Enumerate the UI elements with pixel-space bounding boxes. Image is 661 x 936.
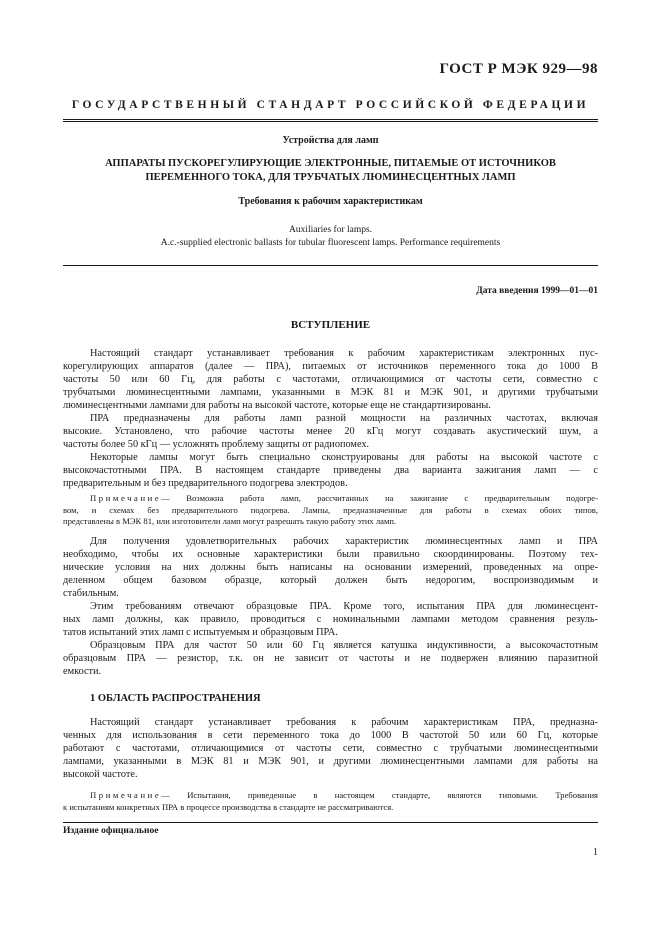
text-line: Настоящий стандарт устанавливает требования к рабочим характеристикам ПРА, предназна- xyxy=(90,717,598,728)
text-line: образцовым ПРА — резистор, т.к. он не зависит от частоты и не подвержен влиянию паразитной xyxy=(63,653,598,664)
note-line xyxy=(63,790,598,802)
scope-heading: 1 ОБЛАСТЬ РАСПРОСТРАНЕНИЯ xyxy=(90,693,261,704)
text-line: ченных для использования в сети переменного тока до 1000 В частотой 50 или 60 Гц, которые xyxy=(63,730,598,741)
text-line: ных ламп должны, как правило, проводиться с номинальными лампами методом сравнения резуль- xyxy=(63,614,598,625)
standard-title xyxy=(63,157,598,185)
note-text: — Возможна работа ламп, рассчитанных на зажигание с предварительным подогре- xyxy=(161,493,598,503)
text-line: Образцовым ПРА для частот 50 или 60 Гц является катушка индуктивности, а высокочастотным xyxy=(90,640,598,651)
english-title-line: A.c.-supplied electronic ballasts for tubular fluorescent lamps. Performance requirements xyxy=(160,238,501,248)
english-title-line: Auxiliaries for lamps. xyxy=(288,225,373,235)
text-line: деленном общем базовом образце, который должен быть недорогим, воспроизводимым и xyxy=(63,575,598,586)
edition-label: Издание официальное xyxy=(63,826,159,836)
text-line: Некоторые лампы могут быть специально сконструированы для работы на высокой частоте с xyxy=(90,452,598,463)
title-line: АППАРАТЫ ПУСКОРЕГУЛИРУЮЩИЕ ЭЛЕКТРОННЫЕ, ПИТАЕМЫЕ ОТ ИСТОЧНИКОВ xyxy=(105,158,556,169)
state-standard-header: ГОСУДАРСТВЕННЫЙ СТАНДАРТ РОССИЙСКОЙ ФЕДЕРАЦИИ xyxy=(71,99,590,111)
note-text: — Испытания, приведенные в настоящем стандарте, являются типовыми. Требования xyxy=(161,790,598,800)
text-line: Для получения удовлетворительных рабочих характеристик люминесцентных ламп и ПРА xyxy=(90,536,598,547)
introduction-date: Дата введения 1999—01—01 xyxy=(476,286,598,296)
intro-paragraph-5 xyxy=(63,600,598,639)
text-line: частоты 50 или 60 Гц, для работы с частотами, отличающимися от частоты сети, совместно с xyxy=(63,374,598,385)
text-line: стабильным. xyxy=(63,588,119,599)
text-line: частоты более 50 кГц — усложнять проблему защиты от радиопомех. xyxy=(63,439,370,450)
header-rule xyxy=(63,119,598,120)
document-number: ГОСТ Р МЭК 929—98 xyxy=(439,61,598,77)
text-line: работают с частотами, отличающимися от частоты сети, совместно с трубчатыми люминесцентными xyxy=(63,743,598,754)
page-number: 1 xyxy=(593,847,598,858)
text-line: предварительным и без предварительного подогрева электродов. xyxy=(63,478,348,489)
text-line: емкости. xyxy=(63,666,102,677)
text-line: нические условия на них должны быть написаны на основании измерений, проведенных на опре- xyxy=(63,562,598,573)
intro-paragraph-2 xyxy=(63,412,598,451)
note-label: Примечание xyxy=(90,493,162,503)
text-line: татов испытаний этих ламп с испытуемым и образцовым ПРА. xyxy=(63,627,338,638)
title-rule xyxy=(63,265,598,266)
text-line: корегулирующих аппаратов (далее — ПРА), питаемых от источников переменного тока до 1000 В xyxy=(63,361,598,372)
text-line: высокие. Установлено, что рабочие частоты менее 20 кГц могут создавать акустический шум, а xyxy=(63,426,598,437)
note-line xyxy=(63,493,598,505)
standard-category: Устройства для ламп xyxy=(282,135,379,146)
text-line: Этим требованиям отвечают образцовые ПРА. Кроме того, испытания ПРА для люминесцент- xyxy=(90,601,598,612)
text-line: ПРА предназначены для работы ламп разной мощности на различных частотах, включая xyxy=(90,413,598,424)
text-line: люминесцентными лампами для работы на высокой частоте, которые еще не стандартизированы. xyxy=(63,400,491,411)
intro-paragraph-4 xyxy=(63,535,598,600)
scope-note xyxy=(63,790,598,813)
note-line: представлены в МЭК 81, или изготовители ламп могут разрешать такую работу этих ламп. xyxy=(63,516,397,526)
footer-rule xyxy=(63,822,598,823)
intro-paragraph-3 xyxy=(63,451,598,490)
standard-subtitle: Требования к рабочим характеристикам xyxy=(238,196,423,207)
text-line: высокой частоте. xyxy=(63,769,138,780)
title-line: ПЕРЕМЕННОГО ТОКА, ДЛЯ ТРУБЧАТЫХ ЛЮМИНЕСЦЕНТНЫХ ЛАМП xyxy=(145,172,516,183)
intro-paragraph-1 xyxy=(63,347,598,412)
text-line: лампами, указанными в МЭК 81 и МЭК 901, и другими люминесцентными лампами для работы на xyxy=(63,756,598,767)
intro-note xyxy=(63,493,598,528)
text-line: высокочастотными ПРА. В настоящем стандарте приведены два варианта зажигания ламп — с xyxy=(63,465,598,476)
intro-paragraph-6 xyxy=(63,639,598,678)
scope-paragraph xyxy=(63,716,598,781)
text-line: необходимо, чтобы их основные характеристики были правильно скоординированы. Поэтому тех- xyxy=(63,549,598,560)
header-rule-double xyxy=(63,121,598,122)
note-line: к испытаниям конкретных ПРА в процессе производства в стандарте не рассматриваются. xyxy=(63,801,394,812)
text-line: трубчатыми люминесцентными лампами, указанными в МЭК 81 и МЭК 901, и другими трубчатыми xyxy=(63,387,598,398)
english-title xyxy=(63,224,598,250)
note-line: вом, и схемах без предварительного подогрева. Лампы, предназначенные для работы в схемах обоих типов, xyxy=(63,504,598,515)
text-line: Настоящий стандарт устанавливает требования к рабочим характеристикам электронных пус- xyxy=(90,348,598,359)
note-label: Примечание xyxy=(90,790,162,800)
introduction-heading: ВСТУПЛЕНИЕ xyxy=(290,319,371,331)
